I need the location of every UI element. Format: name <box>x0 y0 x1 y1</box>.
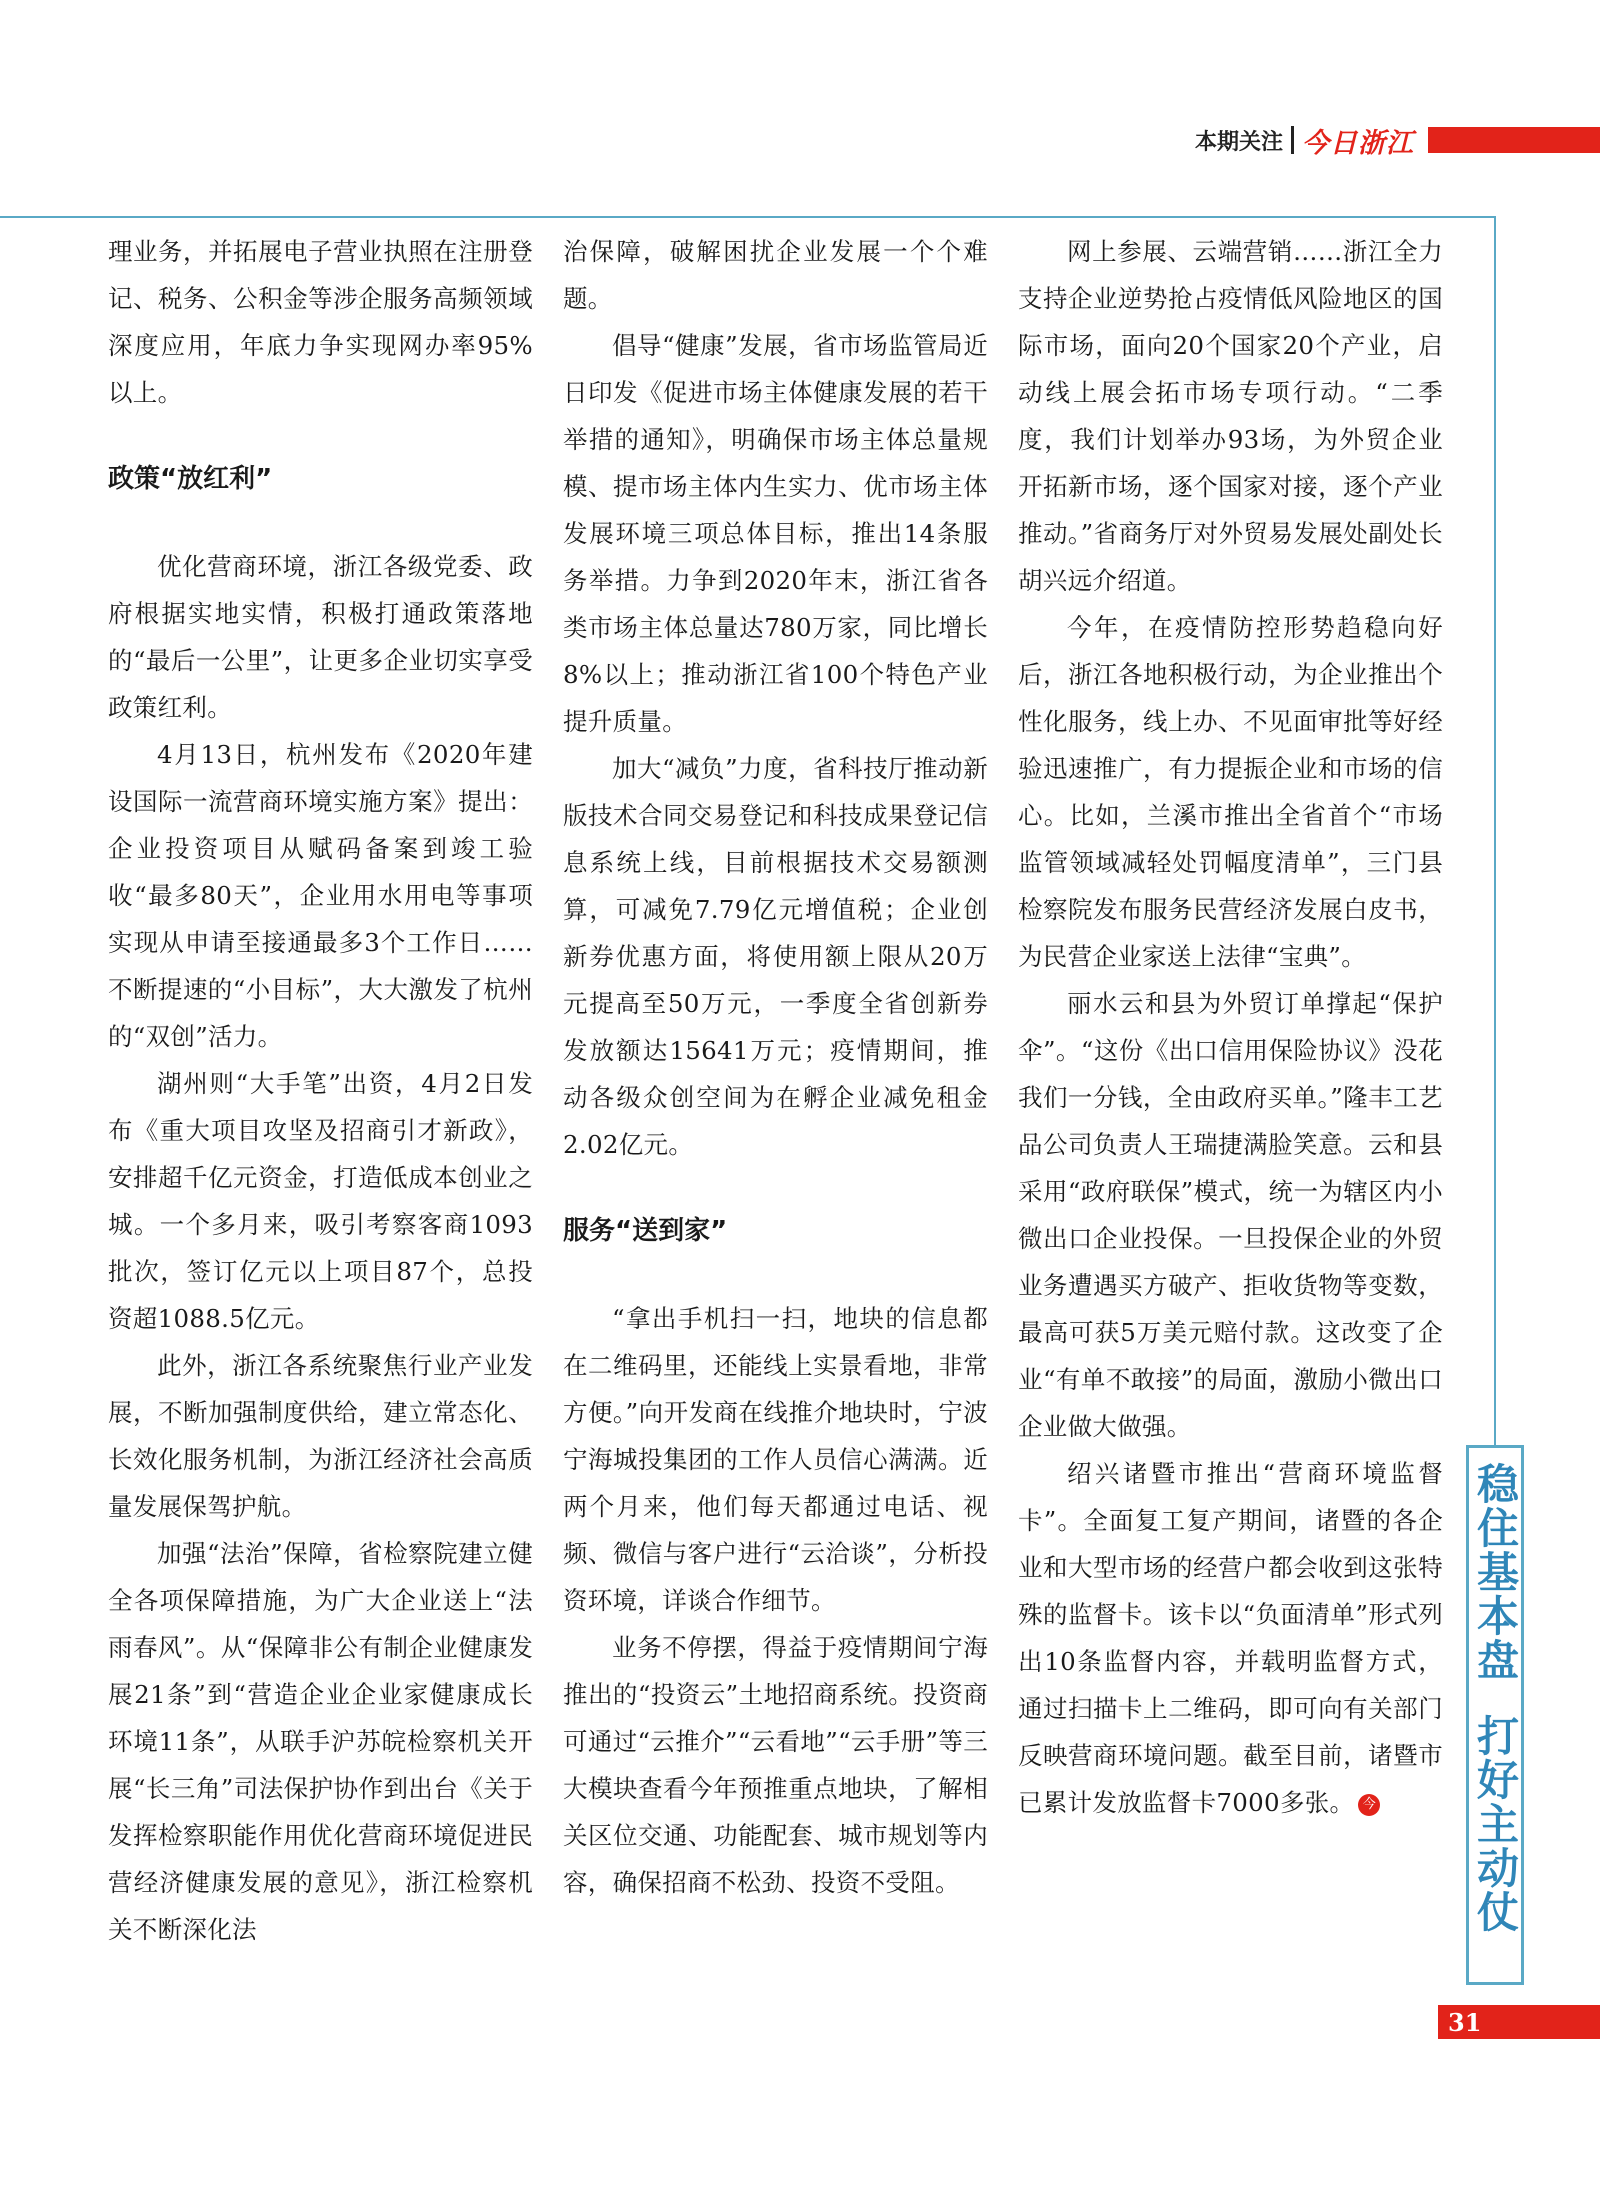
paragraph: 倡导“健康”发展，省市场监管局近日印发《促进市场主体健康发展的若干举措的通知》，明确保市场主体总量规模、提市场主体内生实力、优市场主体发展环境三项总体目标，推出14条服务举措。力争到2020年末，浙江省各类市场主体总量达780万家，同比增长8%以上；推动浙江省100个特色产业提升质量。 <box>563 331 988 736</box>
header-red-bar <box>1428 127 1600 153</box>
end-mark-icon: 今 <box>1358 1794 1380 1816</box>
frame-right-line <box>1494 216 1496 1446</box>
paragraph: 加强“法治”保障，省检察院建立健全各项保障措施，为广大企业送上“法雨春风”。从“保障非公有制企业健康发展21条”到“营造企业企业家健康成长环境11条”，从联手沪苏皖检察机关开展“长三角”司法保护协作到出台《关于发挥检察职能作用优化营商环境促进民营经济健康发展的意见》，浙江检察机关不断深化法 <box>108 1539 533 1944</box>
paragraph-text: 绍兴诸暨市推出“营商环境监督卡”。全面复工复产期间，诸暨的各企业和大型市场的经营户都会收到这张特殊的监督卡。该卡以“负面清单”形式列出10条监督内容，并载明监督方式，通过扫描卡上二维码，即可向有关部门反映营商环境问题。截至目前，诸暨市已累计发放监督卡7000多张。 <box>1018 1459 1443 1817</box>
paragraph: “拿出手机扫一扫，地块的信息都在二维码里，还能线上实景看地，非常方便。”向开发商在线推介地块时，宁波宁海城投集团的工作人员信心满满。近两个月来，他们每天都通过电话、视频、微信与客户进行“云洽谈”，分析投资环境，详谈合作细节。 <box>563 1304 988 1615</box>
paragraph: 理业务，并拓展电子营业执照在注册登记、税务、公积金等涉企服务高频领域深度应用，年底力争实现网办率95%以上。 <box>108 237 533 407</box>
side-title-part1: 稳住基本盘 <box>1471 1462 1520 1682</box>
paragraph: 网上参展、云端营销……浙江全力支持企业逆势抢占疫情低风险地区的国际市场，面向20个国家20个产业，启动线上展会拓市场专项行动。“二季度，我们计划举办93场，为外贸企业开拓新市场，逐个国家对接，逐个产业推动。”省商务厅对外贸易发展处副处长胡兴远介绍道。 <box>1018 237 1443 595</box>
text-column-2 <box>563 228 988 1906</box>
subheading: 服务“送到家” <box>563 1216 728 1246</box>
paragraph: 丽水云和县为外贸订单撑起“保护伞”。“这份《出口信用保险协议》没花我们一分钱，全由政府买单。”隆丰工艺品公司负责人王瑞捷满脸笑意。云和县采用“政府联保”模式，统一为辖区内小微出口企业投保。一旦投保企业的外贸业务遭遇买方破产、拒收货物等变数，最高可获5万美元赔付款。这改变了企业“有单不敢接”的局面，激励小微出口企业做大做强。 <box>1018 989 1443 1441</box>
page-header <box>1195 120 1600 160</box>
paragraph: 4月13日，杭州发布《2020年建设国际一流营商环境实施方案》提出：企业投资项目从赋码备案到竣工验收“最多80天”，企业用水用电等事项实现从申请至接通最多3个工作日……不断提速的“小目标”，大大激发了杭州的“双创”活力。 <box>108 740 533 1051</box>
paragraph: 湖州则“大手笔”出资，4月2日发布《重大项目攻坚及招商引才新政》，安排超千亿元资金，打造低成本创业之城。一个多月来，吸引考察客商1093批次，签订亿元以上项目87个，总投资超1088.5亿元。 <box>108 1069 533 1333</box>
text-column-1 <box>108 228 533 1953</box>
section-label: 本期关注 <box>1195 129 1284 155</box>
subheading: 政策“放红利” <box>108 464 273 494</box>
page-number-bar <box>1438 2005 1600 2039</box>
side-vertical-title <box>1466 1445 1524 1985</box>
paragraph: 今年，在疫情防控形势趋稳向好后，浙江各地积极行动，为企业推出个性化服务，线上办、不见面审批等好经验迅速推广，有力提振企业和市场的信心。比如，兰溪市推出全省首个“市场监管领域减轻处罚幅度清单”，三门县检察院发布服务民营经济发展白皮书，为民营企业家送上法律“宝典”。 <box>1018 613 1443 971</box>
paragraph-last <box>1018 1450 1443 1826</box>
text-column-3 <box>1018 228 1443 1826</box>
magazine-logo: 今日浙江 <box>1302 127 1415 159</box>
page-number: 31 <box>1448 2007 1482 2037</box>
side-title-part2: 打好主动仗 <box>1471 1714 1520 1934</box>
paragraph: 加大“减负”力度，省科技厅推动新版技术合同交易登记和科技成果登记信息系统上线，目前根据技术交易额测算，可减免7.79亿元增值税；企业创新券优惠方面，将使用额上限从20万元提高至50万元，一季度全省创新券发放额达15641万元；疫情期间，推动各级众创空间为在孵企业减免租金2.02亿元。 <box>563 754 988 1159</box>
paragraph: 此外，浙江各系统聚焦行业产业发展，不断加强制度供给，建立常态化、长效化服务机制，为浙江经济社会高质量发展保驾护航。 <box>108 1351 533 1521</box>
paragraph: 治保障，破解困扰企业发展一个个难题。 <box>563 237 988 313</box>
paragraph: 业务不停摆，得益于疫情期间宁海推出的“投资云”土地招商系统。投资商可通过“云推介”“云看地”“云手册”等三大模块查看今年预推重点地块，了解相关区位交通、功能配套、城市规划等内容，确保招商不松劲、投资不受阻。 <box>563 1633 988 1897</box>
frame-top-line <box>0 216 1496 218</box>
paragraph: 优化营商环境，浙江各级党委、政府根据实地实情，积极打通政策落地的“最后一公里”，让更多企业切实享受政策红利。 <box>108 552 533 722</box>
header-separator <box>1291 126 1294 154</box>
